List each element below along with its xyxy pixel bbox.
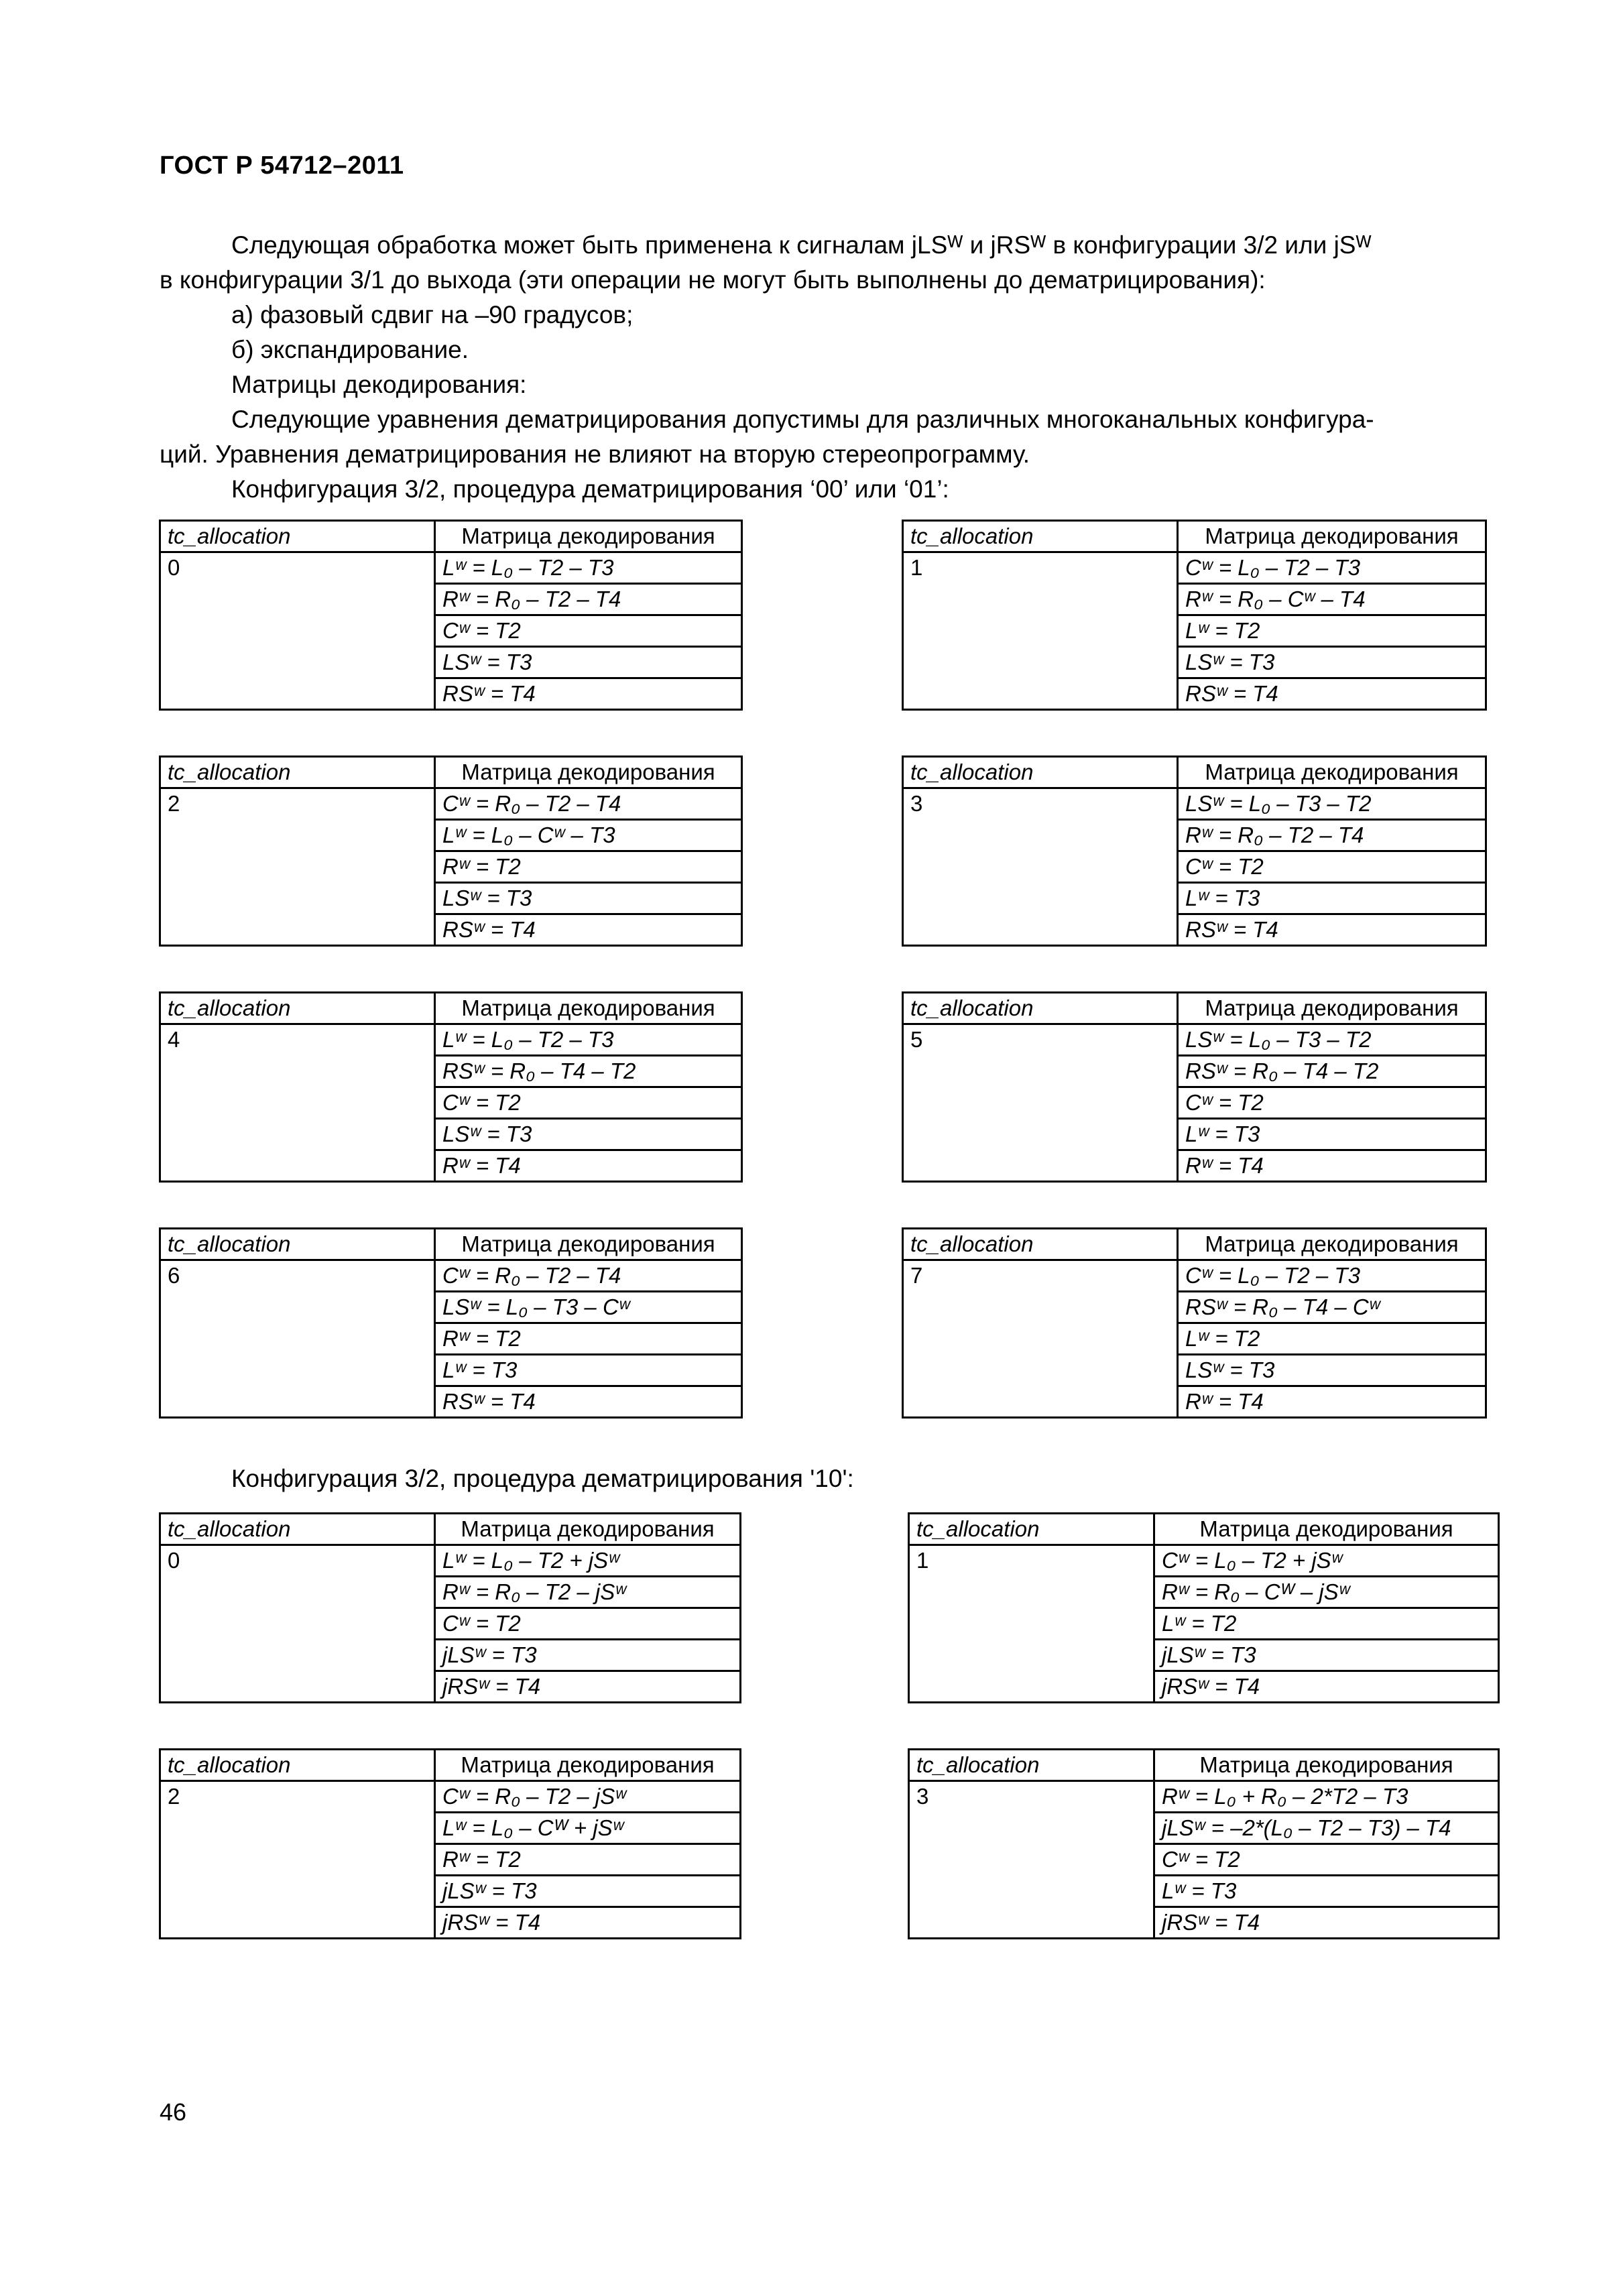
demat-table xyxy=(159,991,743,1183)
equation-cell: RSʷ = T4 xyxy=(1178,914,1486,946)
demat-table xyxy=(908,1748,1500,1939)
column-header-alloc: tc_allocation xyxy=(160,1750,435,1781)
equation-cell: LSʷ = T3 xyxy=(435,1119,742,1150)
column-header-alloc: tc_allocation xyxy=(903,521,1178,552)
column-header-matrix: Матрица декодирования xyxy=(435,1514,741,1545)
equation-cell: LSʷ = L₀ – T3 – T2 xyxy=(1178,1024,1486,1056)
tc-allocation-value: 6 xyxy=(160,1260,435,1418)
demat-table xyxy=(159,1748,741,1939)
equation-cell: Cʷ = L₀ – T2 + jSʷ xyxy=(1154,1545,1499,1577)
demat-table xyxy=(902,756,1487,947)
column-header-alloc: tc_allocation xyxy=(909,1750,1154,1781)
equation-cell: jLSʷ = T3 xyxy=(435,1640,741,1671)
tc-allocation-value: 0 xyxy=(160,1545,435,1703)
column-header-matrix: Матрица декодирования xyxy=(1178,757,1486,788)
equation-cell: Lʷ = T2 xyxy=(1178,615,1486,647)
tc-allocation-value: 4 xyxy=(160,1024,435,1182)
tc-allocation-value: 1 xyxy=(909,1545,1154,1703)
paragraph-1-line-1: Следующая обработка может быть применена к сигналам jLSᵂ и jRSᵂ в конфигурации 3/2 или jSᵂ xyxy=(231,231,1372,259)
equation-cell: Lʷ = L₀ – T2 – T3 xyxy=(435,1024,742,1056)
equation-cell: Rʷ = T4 xyxy=(1178,1150,1486,1182)
demat-table xyxy=(908,1512,1500,1703)
equation-cell: Cʷ = L₀ – T2 – T3 xyxy=(1178,1260,1486,1292)
column-header-matrix: Матрица декодирования xyxy=(1178,521,1486,552)
column-header-alloc: tc_allocation xyxy=(160,521,435,552)
list-item-a: а) фазовый сдвиг на –90 градусов; xyxy=(231,301,634,328)
equation-cell: Lʷ = T3 xyxy=(1154,1876,1499,1907)
demat-table xyxy=(902,520,1487,711)
equation-cell: jRSʷ = T4 xyxy=(435,1907,741,1939)
column-header-alloc: tc_allocation xyxy=(903,1229,1178,1260)
column-header-matrix: Матрица декодирования xyxy=(435,521,742,552)
tc-allocation-value: 2 xyxy=(160,788,435,946)
tc-allocation-value: 7 xyxy=(903,1260,1178,1418)
column-header-matrix: Матрица декодирования xyxy=(435,757,742,788)
tc-allocation-value: 1 xyxy=(903,552,1178,710)
equation-cell: RSʷ = R₀ – T4 – T2 xyxy=(1178,1056,1486,1087)
column-header-alloc: tc_allocation xyxy=(903,993,1178,1024)
equation-cell: Rʷ = T2 xyxy=(435,851,742,883)
equation-cell: Lʷ = T2 xyxy=(1178,1323,1486,1355)
page-number: 46 xyxy=(160,2098,187,2126)
paragraph-2-line-1: Следующие уравнения дематрицирования допустимы для различных многоканальных конфигура- xyxy=(231,406,1374,433)
column-header-alloc: tc_allocation xyxy=(160,757,435,788)
demat-table xyxy=(902,991,1487,1183)
equation-cell: Lʷ = L₀ – T2 – T3 xyxy=(435,552,742,584)
equation-cell: jLSʷ = T3 xyxy=(1154,1640,1499,1671)
equation-cell: RSʷ = T4 xyxy=(435,1386,742,1418)
equation-cell: RSʷ = R₀ – T4 – T2 xyxy=(435,1056,742,1087)
equation-cell: jRSʷ = T4 xyxy=(435,1671,741,1703)
tc-allocation-value: 5 xyxy=(903,1024,1178,1182)
equation-cell: LSʷ = L₀ – T3 – Cʷ xyxy=(435,1292,742,1323)
equation-cell: Cʷ = T2 xyxy=(1154,1844,1499,1876)
column-header-matrix: Матрица декодирования xyxy=(435,1750,741,1781)
column-header-alloc: tc_allocation xyxy=(903,757,1178,788)
list-item-b: б) экспандирование. xyxy=(231,336,469,363)
equation-cell: Rʷ = R₀ – Cʷ – T4 xyxy=(1178,584,1486,615)
equation-cell: Lʷ = T2 xyxy=(1154,1608,1499,1640)
demat-table xyxy=(159,1512,741,1703)
equation-cell: jLSʷ = –2*(L₀ – T2 – T3) – T4 xyxy=(1154,1813,1499,1844)
column-header-matrix: Матрица декодирования xyxy=(1178,1229,1486,1260)
equation-cell: Lʷ = T3 xyxy=(1178,883,1486,914)
demat-table xyxy=(159,520,743,711)
column-header-alloc: tc_allocation xyxy=(160,1229,435,1260)
paragraph-2-line-2: ций. Уравнения дематрицирования не влияют на вторую стереопрограмму. xyxy=(160,440,1030,468)
equation-cell: Cʷ = R₀ – T2 – jSʷ xyxy=(435,1781,741,1813)
equation-cell: Rʷ = T2 xyxy=(435,1323,742,1355)
demat-table xyxy=(902,1227,1487,1418)
equation-cell: Rʷ = R₀ – Cᵂ – jSʷ xyxy=(1154,1577,1499,1608)
equation-cell: jRSʷ = T4 xyxy=(1154,1907,1499,1939)
equation-cell: jLSʷ = T3 xyxy=(435,1876,741,1907)
equation-cell: LSʷ = L₀ – T3 – T2 xyxy=(1178,788,1486,820)
column-header-matrix: Матрица декодирования xyxy=(1178,993,1486,1024)
equation-cell: Lʷ = T3 xyxy=(1178,1119,1486,1150)
equation-cell: RSʷ = T4 xyxy=(435,914,742,946)
equation-cell: RSʷ = T4 xyxy=(1178,678,1486,710)
equation-cell: jRSʷ = T4 xyxy=(1154,1671,1499,1703)
tc-allocation-value: 3 xyxy=(903,788,1178,946)
equation-cell: Cʷ = T2 xyxy=(1178,851,1486,883)
equation-cell: Rʷ = T4 xyxy=(435,1150,742,1182)
equation-cell: Cʷ = R₀ – T2 – T4 xyxy=(435,788,742,820)
paragraph-1-line-2: в конфигурации 3/1 до выхода (эти операции не могут быть выполнены до дематрицирования): xyxy=(160,266,1266,294)
tc-allocation-value: 2 xyxy=(160,1781,435,1939)
standard-code: ГОСТ Р 54712–2011 xyxy=(160,152,404,180)
config-heading-10: Конфигурация 3/2, процедура дематрицирования '10': xyxy=(231,1465,854,1492)
equation-cell: Rʷ = R₀ – T2 – T4 xyxy=(1178,820,1486,851)
column-header-matrix: Матрица декодирования xyxy=(435,1229,742,1260)
equation-cell: Lʷ = T3 xyxy=(435,1355,742,1386)
column-header-alloc: tc_allocation xyxy=(909,1514,1154,1545)
tc-allocation-value: 3 xyxy=(909,1781,1154,1939)
equation-cell: Lʷ = L₀ – Cᵂ + jSʷ xyxy=(435,1813,741,1844)
column-header-matrix: Матрица декодирования xyxy=(1154,1750,1499,1781)
config-heading-00-01: Конфигурация 3/2, процедура дематрицирования ‘00’ или ‘01’: xyxy=(231,475,949,503)
equation-cell: LSʷ = T3 xyxy=(435,883,742,914)
equation-cell: Cʷ = T2 xyxy=(435,615,742,647)
equation-cell: Cʷ = T2 xyxy=(435,1087,742,1119)
equation-cell: RSʷ = R₀ – T4 – Cʷ xyxy=(1178,1292,1486,1323)
equation-cell: Lʷ = L₀ – T2 + jSʷ xyxy=(435,1545,741,1577)
equation-cell: Rʷ = R₀ – T2 – jSʷ xyxy=(435,1577,741,1608)
column-header-matrix: Матрица декодирования xyxy=(435,993,742,1024)
column-header-alloc: tc_allocation xyxy=(160,1514,435,1545)
matrices-heading: Матрицы декодирования: xyxy=(231,371,527,398)
equation-cell: Lʷ = L₀ – Cʷ – T3 xyxy=(435,820,742,851)
equation-cell: Cʷ = T2 xyxy=(1178,1087,1486,1119)
equation-cell: LSʷ = T3 xyxy=(435,647,742,678)
equation-cell: Rʷ = T2 xyxy=(435,1844,741,1876)
column-header-alloc: tc_allocation xyxy=(160,993,435,1024)
column-header-matrix: Матрица декодирования xyxy=(1154,1514,1499,1545)
equation-cell: RSʷ = T4 xyxy=(435,678,742,710)
demat-table xyxy=(159,756,743,947)
tc-allocation-value: 0 xyxy=(160,552,435,710)
demat-table xyxy=(159,1227,743,1418)
equation-cell: Rʷ = L₀ + R₀ – 2*T2 – T3 xyxy=(1154,1781,1499,1813)
equation-cell: Rʷ = R₀ – T2 – T4 xyxy=(435,584,742,615)
equation-cell: Cʷ = R₀ – T2 – T4 xyxy=(435,1260,742,1292)
equation-cell: LSʷ = T3 xyxy=(1178,1355,1486,1386)
equation-cell: Cʷ = L₀ – T2 – T3 xyxy=(1178,552,1486,584)
equation-cell: Rʷ = T4 xyxy=(1178,1386,1486,1418)
equation-cell: LSʷ = T3 xyxy=(1178,647,1486,678)
equation-cell: Cʷ = T2 xyxy=(435,1608,741,1640)
